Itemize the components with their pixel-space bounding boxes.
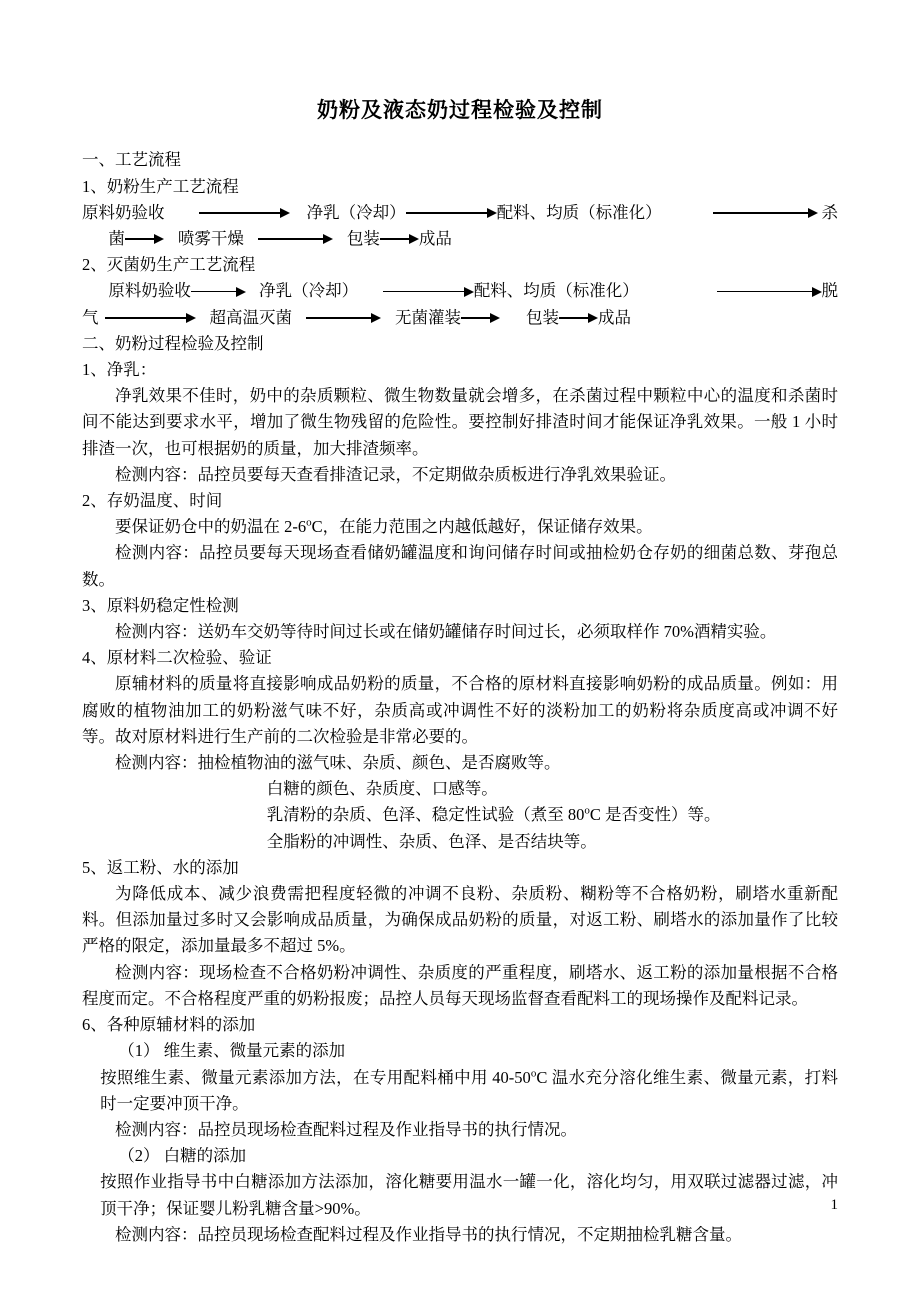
process-flow-2-row-1 [82,278,838,304]
degree-symbol: o [530,1067,537,1079]
arrow-right-icon [199,207,290,219]
page-number: 1 [830,1197,838,1213]
item-heading-2: 2、存奶温度、时间 [82,491,223,511]
item-check-4-sub-2 [82,802,838,828]
arrow-right-icon [461,312,500,324]
item-check-5: 检测内容：现场检查不合格奶粉冲调性、杂质度的严重程度，刷塔水、返工粉的添加量根据不合格程度而定。不合格程度严重的奶粉报废；品控人员每天现场监督查看配料工的现场操作及配料记录。 [82,962,838,1008]
item-6-sub-heading-1: （1） 维生素、微量元素的添加 [118,1041,346,1061]
item-heading-3: 3、原料奶稳定性检测 [82,595,239,615]
arrow-right-icon [559,312,598,324]
subsection-heading-1-2: 2、灭菌奶生产工艺流程 [82,255,256,275]
item-check-4-sub-3: 全脂粉的冲调性、杂质、色泽、是否结块等。 [266,831,597,851]
item-body-2-pre: 要保证奶仓中的奶温在 2-6 [115,517,307,537]
flow-node-clarification-cooling-2: 净乳（冷却） [259,281,359,301]
section-heading-2: 二、奶粉过程检验及控制 [82,333,264,353]
arrow-right-icon [717,286,822,298]
flow-node-blending-homogenization-2: 配料、均质（标准化） [473,281,639,301]
item-6-sub-body-2: 按照作业指导书中白糖添加方法添加，溶化糖要用温水一罐一化，溶化均匀，用双联过滤器过滤，冲顶干净；保证婴儿粉乳糖含量>90%。 [100,1172,838,1218]
flow-node-blending-homogenization: 配料、均质（标准化） [496,202,662,222]
item-heading-5: 5、返工粉、水的添加 [82,857,239,877]
process-flow-2-row-2 [82,305,838,331]
flow-node-clarification-cooling: 净乳（冷却） [306,202,406,222]
item-body-4: 原辅材料的质量将直接影响成品奶粉的质量，不合格的原材料直接影响奶粉的成品质量。例如：用腐败的植物油加工的奶粉滋气味不好，杂质高或冲调性不好的淡粉加工的奶粉将杂质度高或冲调不好等。故对原材料进行生产前的二次检验是非常必要的。 [82,674,838,746]
item-check-3: 检测内容：送奶车交奶等待时间过长或在储奶罐储存时间过长，必须取样作 70%酒精实验。 [115,622,777,642]
flow-node-sterilization-part2: 菌 [108,229,125,248]
item-body-1: 净乳效果不佳时，奶中的杂质颗粒、微生物数量就会增多，在杀菌过程中颗粒中心的温度和杀菌时间不能达到要求水平，增加了微生物残留的危险性。要控制好排渣时间才能保证净乳效果。一般 1 小时排渣一次，也可根据奶的质量，加大排渣频率。 [82,386,838,458]
page-title: 奶粉及液态奶过程检验及控制 [317,98,603,122]
process-flow-1-row-2 [82,226,838,252]
item-body-5: 为降低成本、减少浪费需把程度轻微的冲调不良粉、杂质粉、糊粉等不合格奶粉，刷塔水重新配料。但添加量过多时又会影响成品质量，为确保成品奶粉的质量，对返工粉、刷塔水的添加量作了比较严格的限定，添加量最多不超过 5%。 [82,884,838,956]
item-6-sub-body-1-post: C 温水充分溶化维生素、微量元素，打料时一定要冲顶干净。 [100,1067,838,1113]
arrow-right-icon [191,286,246,298]
item-check-4-sub-1: 白糖的颜色、杂质度、口感等。 [266,779,498,799]
flow-node-spray-drying: 喷雾干燥 [177,229,244,248]
flow-node-finished-product-2: 成品 [598,307,631,327]
arrow-right-icon [258,233,333,245]
item-6-sub-body-1-pre: 按照维生素、微量元素添加方法，在专用配料桶中用 40-50 [100,1067,531,1087]
item-check-4-sub-2-pre: 乳清粉的杂质、色泽、稳定性试验（煮至 80 [266,805,585,825]
item-6-sub-check-1: 检测内容：品控员现场检查配料过程及作业指导书的执行情况。 [115,1119,577,1139]
flow-node-degassing-part1: 脱 [821,281,838,301]
process-flow-1-row-1 [82,200,838,226]
flow-node-raw-milk-acceptance-2: 原料奶验收 [108,281,191,301]
flow-node-aseptic-filling: 无菌灌装 [395,307,461,327]
item-body-2 [82,514,838,540]
item-check-2: 检测内容：品控员要每天现场查看储奶罐温度和询问储存时间或抽检奶仓存奶的细菌总数、芽孢总数。 [82,543,838,589]
arrow-right-icon [380,233,419,245]
section-heading-1: 一、工艺流程 [82,150,181,170]
item-6-sub-check-2: 检测内容：品控员现场检查配料过程及作业指导书的执行情况，不定期抽检乳糖含量。 [115,1224,742,1244]
item-heading-1: 1、净乳： [82,360,157,380]
document-content [82,96,838,1248]
flow-node-finished-product: 成品 [418,229,452,248]
flow-node-sterilization-part1: 杀 [821,202,839,222]
item-6-sub-body-1 [82,1065,838,1117]
item-heading-6: 6、各种原辅材料的添加 [82,1015,256,1035]
degree-symbol: o [306,516,312,529]
flow-node-degassing-part2: 气 [82,307,99,327]
flow-node-raw-milk-acceptance: 原料奶验收 [82,202,165,222]
item-check-4-sub-2-post: C 是否变性）等。 [589,805,721,825]
arrow-right-icon [406,207,497,219]
arrow-right-icon [125,233,164,245]
flow-node-uht-sterilization: 超高温灭菌 [209,307,292,327]
arrow-right-icon [383,286,474,298]
item-check-4: 检测内容：抽检植物油的滋气味、杂质、颜色、是否腐败等。 [115,753,561,773]
flow-node-packaging-2: 包装 [526,307,559,327]
degree-symbol: o [584,804,590,817]
item-check-1: 检测内容：品控员要每天查看排渣记录，不定期做杂质板进行净乳效果验证。 [115,464,676,484]
subsection-heading-1-1: 1、奶粉生产工艺流程 [82,176,239,196]
item-body-2-post: C，在能力范围之内越低越好，保证储存效果。 [311,517,653,537]
arrow-right-icon [105,312,196,324]
item-heading-4: 4、原材料二次检验、验证 [82,648,272,668]
flow-node-packaging: 包装 [346,229,380,248]
arrow-right-icon [713,207,818,219]
item-6-sub-heading-2: （2） 白糖的添加 [118,1146,247,1166]
arrow-right-icon [306,312,381,324]
